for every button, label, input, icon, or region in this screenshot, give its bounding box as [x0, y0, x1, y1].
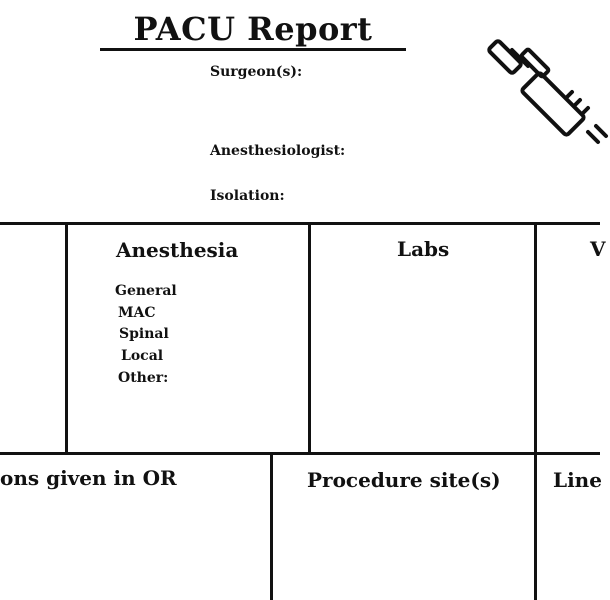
anesthesia-option-local: Local: [121, 348, 164, 364]
row1-divider-2: [308, 224, 311, 453]
title-underline: [100, 48, 406, 51]
anesthesia-heading: Anesthesia: [116, 238, 239, 262]
meds-given-heading: ons given in OR: [0, 466, 177, 490]
anesthesia-option-other: Other:: [118, 370, 169, 386]
table-top-border: [0, 222, 600, 225]
anesthesia-option-general: General: [115, 283, 177, 299]
row1-divider-1: [65, 224, 68, 453]
anesthesiologist-label: Anesthesiologist:: [210, 143, 346, 159]
isolation-label: Isolation:: [210, 188, 285, 204]
surgeon-label: Surgeon(s):: [210, 64, 303, 80]
anesthesia-option-mac: MAC: [118, 305, 156, 321]
syringe-icon: [490, 20, 610, 160]
row2-divider-1: [270, 453, 273, 600]
page-title: PACU Report: [133, 10, 373, 48]
procedure-site-heading: Procedure site(s): [307, 468, 501, 492]
anesthesia-option-spinal: Spinal: [119, 326, 169, 342]
table-middle-border: [0, 452, 600, 455]
row2-divider-2: [534, 453, 537, 600]
labs-heading: Labs: [397, 237, 450, 261]
row1-divider-3: [534, 224, 537, 453]
partial-heading-right: V: [590, 237, 606, 261]
lines-heading: Line: [553, 468, 602, 492]
